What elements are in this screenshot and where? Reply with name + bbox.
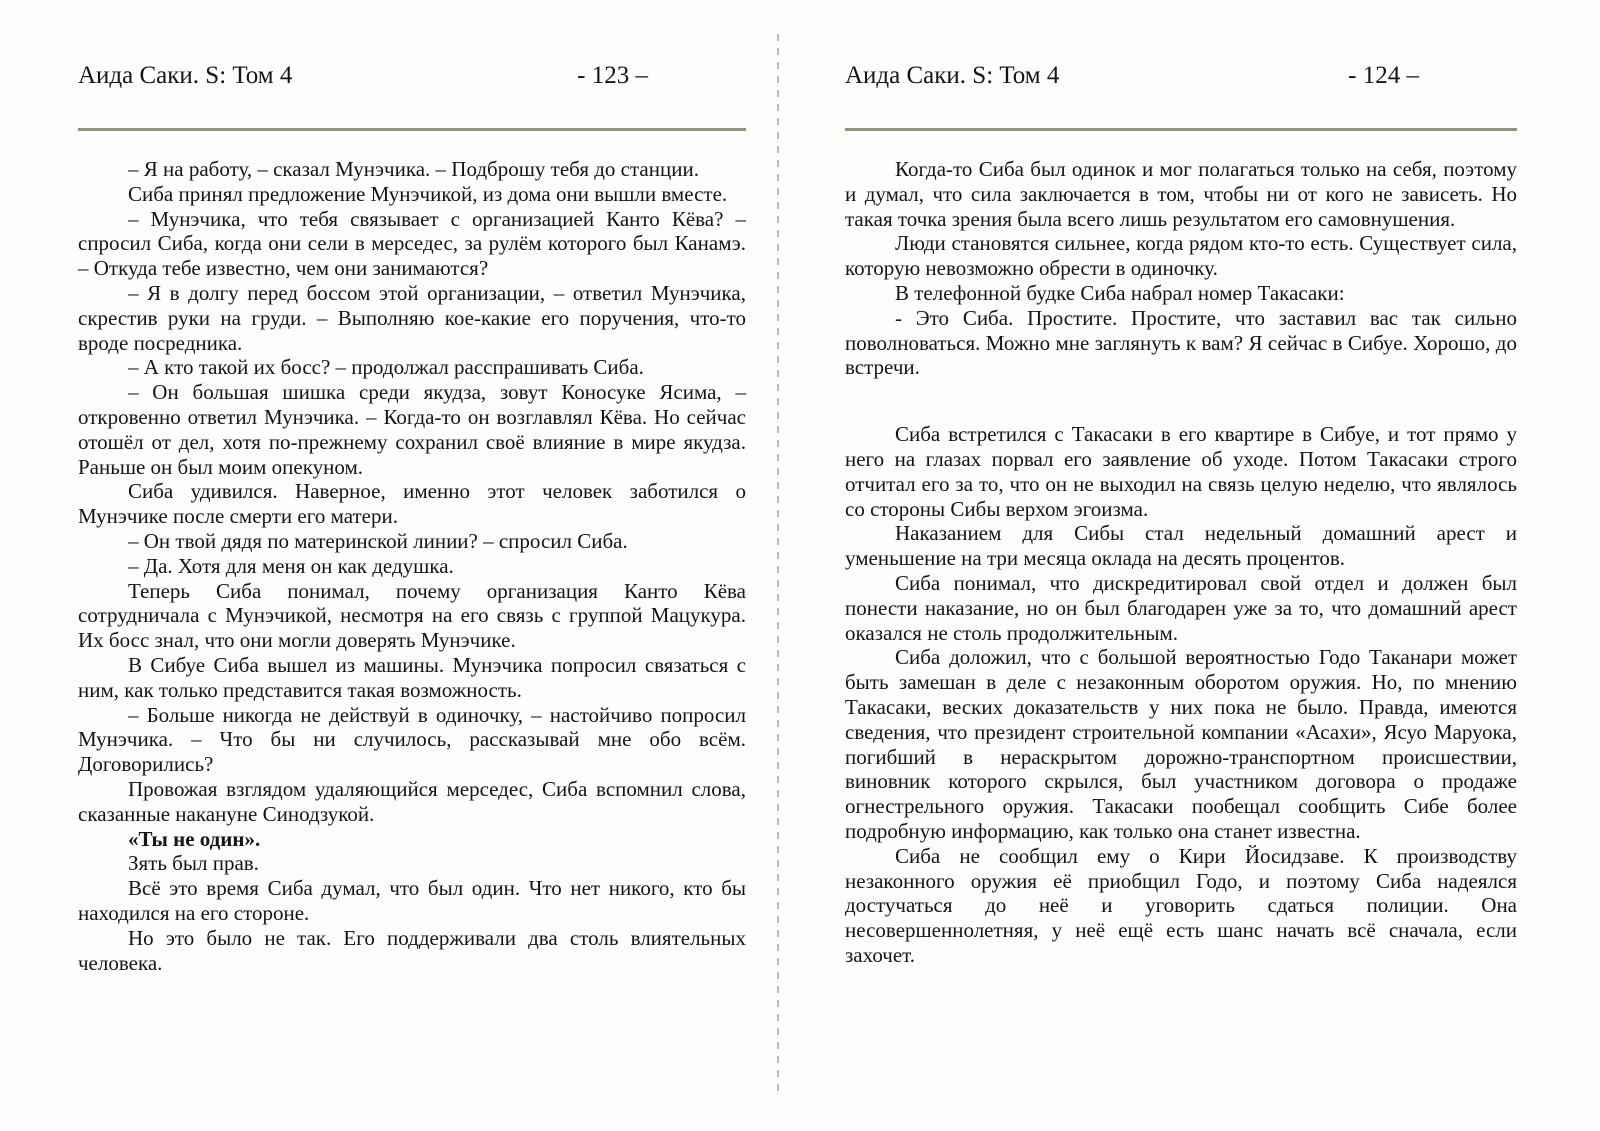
paragraph: Сиба удивился. Наверное, именно этот человек заботился о Мунэчике после смерти его матери. <box>78 479 746 529</box>
page-text <box>845 157 1517 968</box>
book-page-left <box>78 0 746 975</box>
paragraph: Люди становятся сильнее, когда рядом кто-то есть. Существует сила, которую невозможно обрести в одиночку. <box>845 231 1517 281</box>
paragraph: Сиба встретился с Такасаки в его квартире в Сибуе, и тот прямо у него на глазах порвал его заявление об уходе. Потом Такасаки строго отчитал его за то, что он не выходил на связь целую неделю, что являлось со стороны Сибы верхом эгоизма. <box>845 422 1517 521</box>
paragraph: Сиба понимал, что дискредитировал свой отдел и должен был понести наказание, но он был благодарен уже за то, что домашний арест оказался не столь продолжительным. <box>845 570 1517 645</box>
paragraph: - Это Сиба. Простите. Простите, что заставил вас так сильно поволноваться. Можно мне заглянуть к вам? Я сейчас в Сибуе. Хорошо, до встречи. <box>845 305 1517 380</box>
paragraph: Сиба не сообщил ему о Кири Йосидзаве. К производству незаконного оружия её приобщил Годо, и поэтому Сиба надеялся достучаться до неё и уговорить сдаться полиции. Она несовершеннолетняя, у неё ещё есть шанс начать всё сначала, если захочет. <box>845 843 1517 967</box>
running-header-title: Аида Саки. S: Том 4 <box>845 62 1060 89</box>
paragraph: Но это было не так. Его поддерживали два столь влиятельных человека. <box>78 925 746 975</box>
running-header-title: Аида Саки. S: Том 4 <box>78 62 293 89</box>
paragraph: Зять был прав. <box>128 851 259 876</box>
paragraph: Всё это время Сиба думал, что был один. Что нет никого, кто бы находился на его стороне. <box>78 876 746 925</box>
paragraph: Сиба доложил, что с большой вероятностью Годо Таканари может быть замешан в деле с незаконным оборотом оружия. Но, по мнению Такасаки, веских доказательств у них пока не было. Правда, имеются сведения, что президент строительной компании «Асахи», Ясуо Маруока, погибший в нераскрытом дорожно-транспортном происшествии, виновник которого скрылся, был участником договора о продаже огнестрельного оружия. Такасаки пообещал сообщить Сибе более подробную информацию, как только она станет известна. <box>845 645 1517 843</box>
paragraph: Сиба принял предложение Мунэчикой, из дома они вышли вместе. <box>128 181 728 206</box>
book-page-right <box>845 0 1517 968</box>
header-rule <box>845 128 1517 131</box>
header-rule <box>78 128 746 131</box>
page-number: - 124 – <box>1348 62 1419 89</box>
paragraph: – А кто такой их босс? – продолжал расспрашивать Сиба. <box>128 355 644 380</box>
paragraph: Теперь Сиба понимал, почему организация Канто Кёва сотрудничала с Мунэчикой, несмотря на его связь с группой Мацукура. Их босс знал, что они могли доверять Мунэчике. <box>78 578 746 653</box>
paragraph: – Мунэчика, что тебя связывает с организацией Канто Кёва? – спросил Сиба, когда они сели в мерседес, за рулём которого был Канамэ. – Откуда тебе известно, чем они занимаются? <box>78 206 746 281</box>
paragraph: В телефонной будке Сиба набрал номер Такасаки: <box>895 280 1345 305</box>
page-number: - 123 – <box>577 62 648 89</box>
page-fold-divider <box>777 34 779 1092</box>
paragraph: – Больше никогда не действуй в одиночку, – настойчиво попросил Мунэчика. – Что бы ни случилось, рассказывай мне обо всём. Договорились? <box>78 702 746 777</box>
paragraph: – Он твой дядя по материнской линии? – спросил Сиба. <box>128 528 628 553</box>
paragraph: Провожая взглядом удаляющийся мерседес, Сиба вспомнил слова, сказанные накануне Синодзукой. <box>78 776 746 826</box>
paragraph: – Я в долгу перед боссом этой организации, – ответил Мунэчика, скрестив руки на груди. – Выполняю кое-какие его поручения, что-то вроде посредника. <box>78 280 746 355</box>
paragraph: – Он большая шишка среди якудза, зовут Коносуке Ясима, – откровенно ответил Мунэчика. – Когда-то он возглавлял Кёва. Но сейчас отошёл от дел, хотя по-прежнему сохранил своё влияние в мире якудза. Раньше он был моим опекуном. <box>78 380 746 479</box>
page-header <box>78 62 746 89</box>
paragraph: В Сибуе Сиба вышел из машины. Мунэчика попросил связаться с ним, как только представится такая возможность. <box>78 652 746 702</box>
paragraph: – Да. Хотя для меня он как дедушка. <box>128 553 454 578</box>
paragraph: Когда-то Сиба был одинок и мог полагаться только на себя, поэтому и думал, что сила заключается в том, чтобы ни от кого не зависеть. Но такая точка зрения была всего лишь результатом его самовнушения. <box>845 157 1517 231</box>
paragraph: – Я на работу, – сказал Мунэчика. – Подброшу тебя до станции. <box>128 157 699 181</box>
paragraph: «Ты не один». <box>128 826 261 851</box>
paragraph: Наказанием для Сибы стал недельный домашний арест и уменьшение на три месяца оклада на десять процентов. <box>845 521 1517 571</box>
page-text <box>78 157 746 975</box>
page-header <box>845 62 1517 89</box>
